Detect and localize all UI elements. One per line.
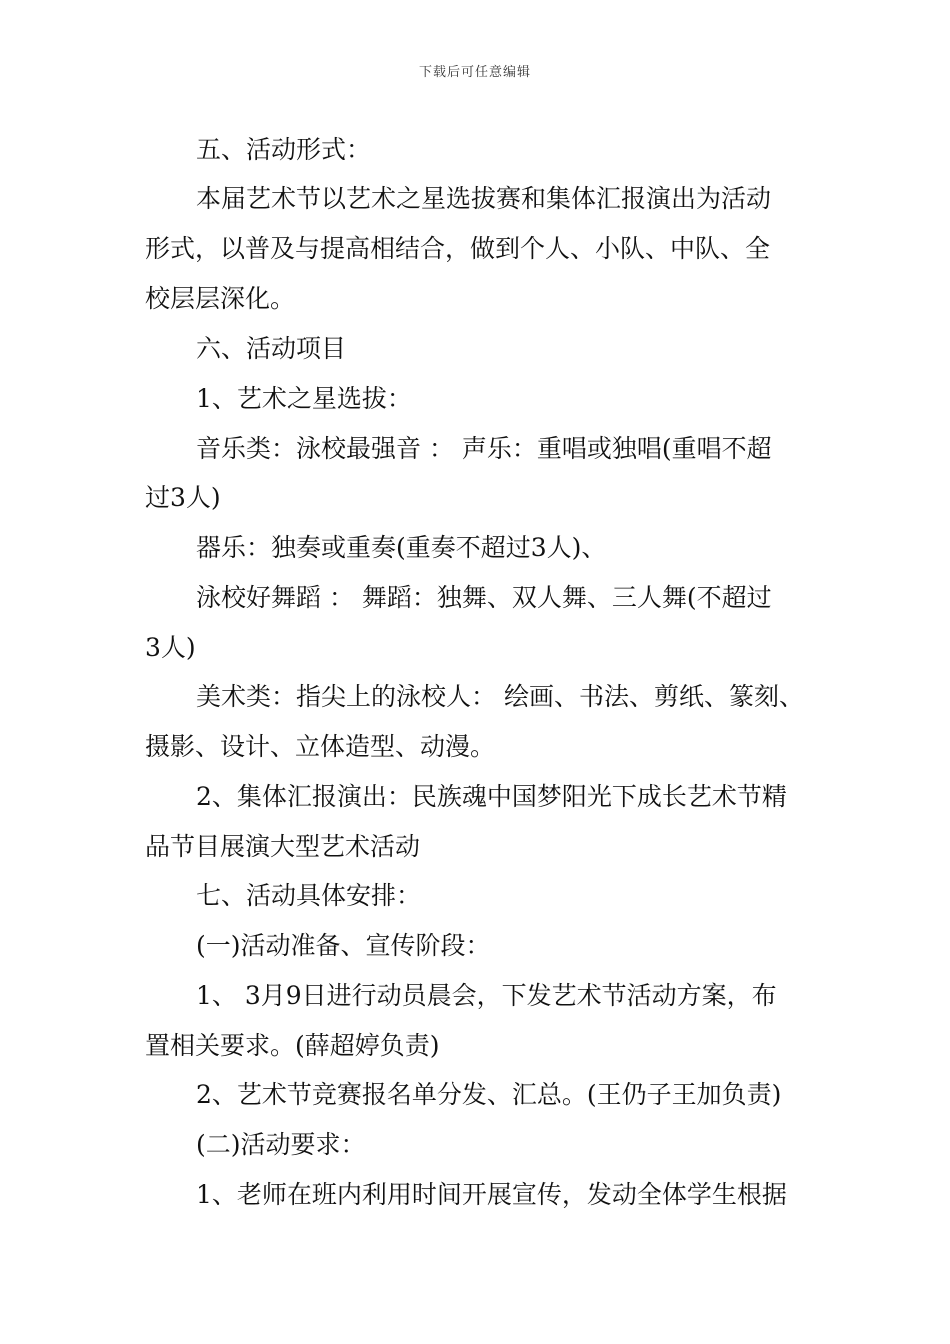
- paragraph-line: 过3人): [145, 483, 221, 512]
- paragraph-line: 2、集体汇报演出：民族魂中国梦阳光下成长艺术节精: [196, 782, 787, 811]
- page-header: 下载后可任意编辑: [418, 65, 531, 80]
- paragraph-line: 器乐：独奏或重奏(重奏不超过3人)、: [196, 533, 607, 562]
- subheading: (二)活动要求：: [196, 1130, 366, 1159]
- paragraph-line: 1、老师在班内利用时间开展宣传，发动全体学生根据: [196, 1180, 787, 1209]
- paragraph-line: 形式，以普及与提高相结合，做到个人、小队、中队、全: [145, 234, 771, 263]
- subheading: 1、艺术之星选拔：: [196, 384, 412, 413]
- section-heading-7: 七、活动具体安排：: [196, 881, 422, 910]
- paragraph-line: 校层层深化。: [145, 284, 296, 313]
- paragraph-line: 音乐类：泳校最强音 ： 声乐：重唱或独唱(重唱不超: [196, 434, 772, 463]
- paragraph-line: 1、 3月9日进行动员晨会，下发艺术节活动方案，布: [196, 981, 777, 1010]
- paragraph-line: 3人): [145, 633, 196, 662]
- section-heading-6: 六、活动项目: [196, 334, 347, 363]
- subheading: (一)活动准备、宣传阶段：: [196, 931, 491, 960]
- paragraph-line: 泳校好舞蹈 ： 舞蹈：独舞、双人舞、三人舞(不超过: [196, 583, 772, 612]
- paragraph-line: 摄影、设计、立体造型、动漫。: [145, 732, 496, 761]
- paragraph-line: 置相关要求。(薛超婷负责): [145, 1031, 440, 1060]
- paragraph-line: 美术类：指尖上的泳校人： 绘画、书法、剪纸、篆刻、: [196, 682, 804, 711]
- paragraph-line: 本届艺术节以艺术之星选拔赛和集体汇报演出为活动: [196, 184, 772, 213]
- paragraph-line: 2、艺术节竞赛报名单分发、汇总。(王仍子王加负责): [196, 1080, 782, 1109]
- section-heading-5: 五、活动形式：: [196, 135, 372, 164]
- paragraph-line: 品节目展演大型艺术活动: [145, 832, 421, 861]
